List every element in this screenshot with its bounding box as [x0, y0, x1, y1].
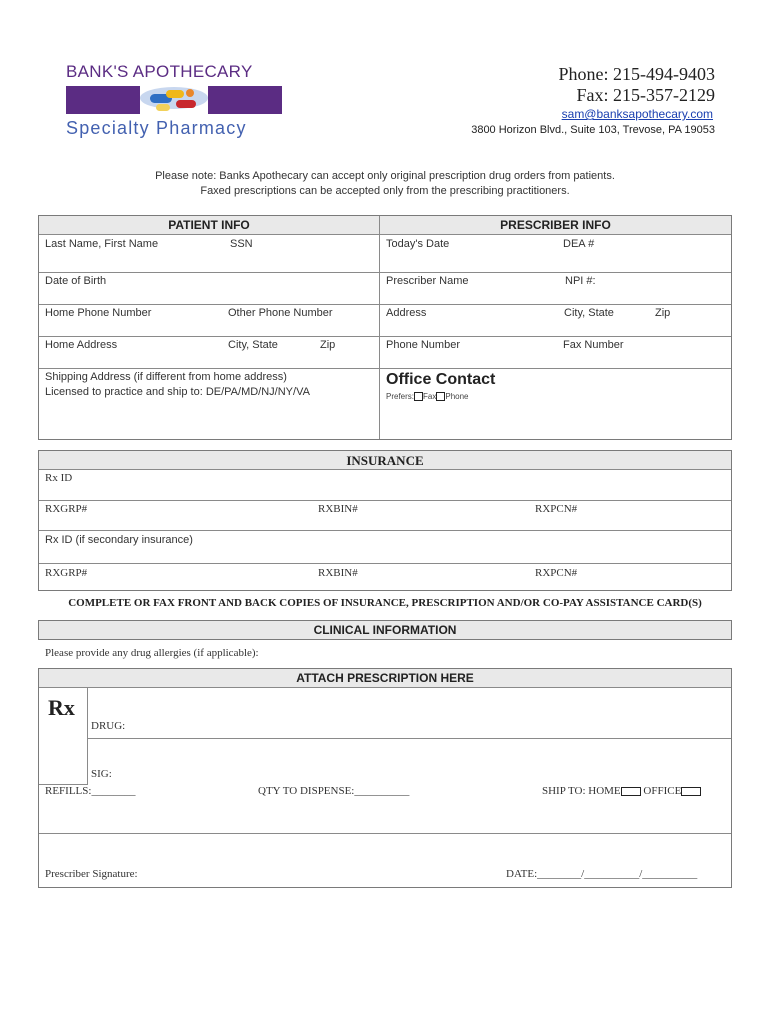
row-divider [39, 368, 731, 369]
secondary-rxgrp-field[interactable]: RXGRP# [45, 567, 88, 579]
prefers-phone-label: Phone [445, 392, 469, 401]
pills-icon [66, 86, 282, 114]
logo-subtitle: Specialty Pharmacy [66, 118, 247, 138]
home-phone-field[interactable]: Home Phone Number [45, 307, 152, 319]
prescriber-zip-field[interactable]: Zip [655, 307, 671, 319]
licensed-states-note: Licensed to practice and ship to: DE/PA/MD/NJ/NY/VA [45, 386, 310, 398]
npi-field[interactable]: NPI #: [565, 275, 596, 287]
prescriber-signature-field[interactable]: Prescriber Signature: [45, 868, 138, 880]
notice-line-1: Please note: Banks Apothecary can accept only original prescription drug orders from patients. [155, 170, 615, 182]
allergies-field[interactable]: Please provide any drug allergies (if applicable): [45, 647, 259, 659]
ship-to-office-label: OFFICE [643, 785, 682, 797]
prescriber-name-field[interactable]: Prescriber Name [386, 275, 469, 287]
rxgrp-field[interactable]: RXGRP# [45, 503, 88, 515]
secondary-rx-id-field[interactable]: Rx ID (if secondary insurance) [45, 534, 193, 546]
ssn-field[interactable]: SSN [230, 238, 253, 250]
prefers-fax-checkbox[interactable] [414, 392, 423, 401]
row-divider [39, 530, 731, 531]
prescription-table [38, 668, 732, 888]
refills-field[interactable]: REFILLS:________ [45, 785, 136, 797]
patient-name-field[interactable]: Last Name, First Name [45, 238, 159, 250]
patient-city-state-field[interactable]: City, State [228, 339, 278, 351]
row-divider [39, 833, 731, 834]
attach-prescription-header: ATTACH PRESCRIPTION HERE [39, 669, 731, 688]
prescriber-phone-field[interactable]: Phone Number [386, 339, 460, 351]
fax-number: Fax: 215-357-2129 [576, 85, 715, 105]
secondary-rxpcn-field[interactable]: RXPCN# [535, 567, 578, 579]
row-divider [39, 304, 731, 305]
email-link[interactable]: sam@banksapothecary.com [561, 107, 713, 121]
patient-info-header: PATIENT INFO [39, 216, 379, 235]
rxbin-field[interactable]: RXBIN# [318, 503, 358, 515]
sig-field[interactable]: SIG: [91, 768, 112, 780]
column-divider [379, 216, 380, 439]
shipping-address-field[interactable]: Shipping Address (if different from home address) [45, 371, 287, 383]
home-address-field[interactable]: Home Address [45, 339, 118, 351]
prescriber-city-state-field[interactable]: City, State [564, 307, 614, 319]
insurance-header: INSURANCE [39, 451, 731, 470]
row-divider [88, 738, 731, 739]
prefers-phone-checkbox[interactable] [436, 392, 445, 401]
phone-number: Phone: 215-494-9403 [558, 64, 715, 84]
ship-to-options [542, 785, 701, 797]
todays-date-field[interactable]: Today's Date [386, 238, 450, 250]
ship-office-checkbox[interactable] [681, 787, 701, 796]
row-divider [39, 563, 731, 564]
row-divider [39, 272, 731, 273]
prescriber-address-field[interactable]: Address [386, 307, 427, 319]
qty-to-dispense-field[interactable]: QTY TO DISPENSE:__________ [258, 785, 410, 797]
contact-preference [386, 392, 469, 401]
prefers-label: Prefers: [386, 392, 415, 401]
row-divider [39, 336, 731, 337]
prescriber-info-header: PRESCRIBER INFO [380, 216, 731, 235]
logo-title: BANK'S APOTHECARY [66, 62, 253, 81]
rxpcn-field[interactable]: RXPCN# [535, 503, 578, 515]
drug-field[interactable]: DRUG: [91, 720, 126, 732]
dob-field[interactable]: Date of Birth [45, 275, 107, 287]
ship-home-checkbox[interactable] [621, 787, 641, 796]
secondary-rxbin-field[interactable]: RXBIN# [318, 567, 358, 579]
row-divider [39, 500, 731, 501]
patient-zip-field[interactable]: Zip [320, 339, 336, 351]
notice-line-2: Faxed prescriptions can be accepted only from the prescribing practitioners. [200, 185, 570, 197]
office-contact-field[interactable]: Office Contact [386, 371, 496, 388]
rx-symbol: Rx [48, 695, 75, 720]
rx-box-divider [87, 688, 88, 784]
insurance-table [38, 450, 732, 591]
prefers-fax-label: Fax [423, 392, 437, 401]
pharmacy-address: 3800 Horizon Blvd., Suite 103, Trevose, PA 19053 [471, 124, 715, 136]
clinical-info-header: CLINICAL INFORMATION [38, 620, 732, 640]
insurance-instructions: COMPLETE OR FAX FRONT AND BACK COPIES OF INSURANCE, PRESCRIPTION AND/OR CO-PAY ASSISTANCE CARD(S) [68, 597, 702, 609]
signature-date-field[interactable]: DATE:________/__________/__________ [506, 868, 698, 880]
prescriber-fax-field[interactable]: Fax Number [563, 339, 624, 351]
rx-id-field[interactable]: Rx ID [45, 472, 73, 484]
other-phone-field[interactable]: Other Phone Number [228, 307, 333, 319]
dea-field[interactable]: DEA # [563, 238, 595, 250]
ship-to-home-label: SHIP TO: HOME [542, 785, 621, 797]
